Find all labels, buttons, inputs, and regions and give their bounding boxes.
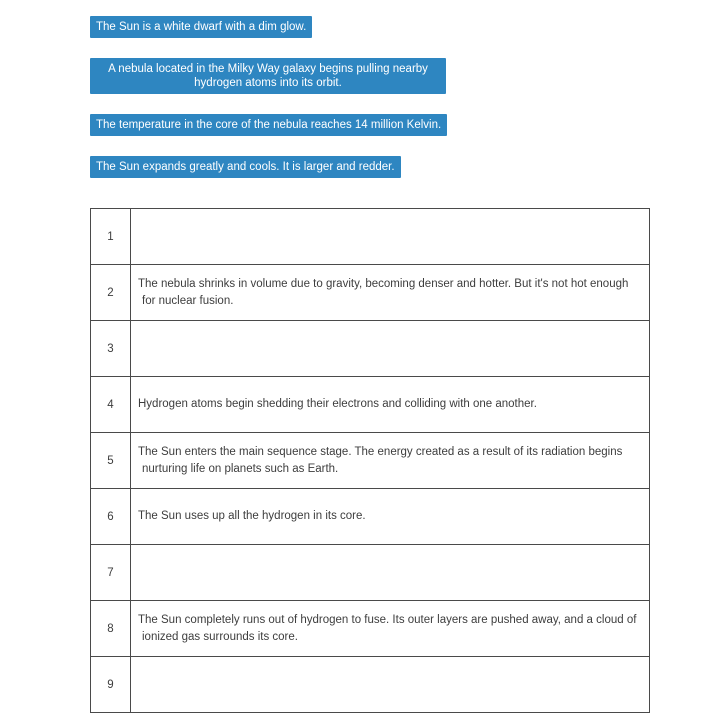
table-row	[91, 657, 650, 713]
table-row	[91, 433, 650, 489]
row-number: 1	[91, 209, 131, 265]
row-drop-cell[interactable]: The Sun enters the main sequence stage. The energy created as a result of its radiation begins nurturing life on planets such as Earth.	[131, 433, 650, 489]
drag-chip-white-dwarf[interactable]: The Sun is a white dwarf with a dim glow.	[90, 16, 312, 38]
row-drop-cell[interactable]: The Sun uses up all the hydrogen in its core.	[131, 489, 650, 545]
row-drop-cell[interactable]	[131, 657, 650, 713]
row-number: 6	[91, 489, 131, 545]
row-number: 7	[91, 545, 131, 601]
row-drop-cell[interactable]: The Sun completely runs out of hydrogen to fuse. Its outer layers are pushed away, and a cloud of ionized gas surrounds its core.	[131, 601, 650, 657]
row-drop-cell[interactable]: The nebula shrinks in volume due to gravity, becoming denser and hotter. But it's not hot enough for nuclear fusion.	[131, 265, 650, 321]
table-row	[91, 321, 650, 377]
row-number: 5	[91, 433, 131, 489]
table-row	[91, 601, 650, 657]
row-drop-cell[interactable]	[131, 545, 650, 601]
row-number: 2	[91, 265, 131, 321]
table-row	[91, 265, 650, 321]
draggable-chip-bank	[90, 16, 719, 178]
table-row	[91, 489, 650, 545]
row-number: 3	[91, 321, 131, 377]
drag-chip-sun-expands[interactable]: The Sun expands greatly and cools. It is larger and redder.	[90, 156, 401, 178]
table-row	[91, 377, 650, 433]
table-row	[91, 209, 650, 265]
row-drop-cell[interactable]: Hydrogen atoms begin shedding their electrons and colliding with one another.	[131, 377, 650, 433]
table-row	[91, 545, 650, 601]
drag-chip-core-temperature[interactable]: The temperature in the core of the nebula reaches 14 million Kelvin.	[90, 114, 447, 136]
row-drop-cell[interactable]	[131, 321, 650, 377]
row-drop-cell[interactable]	[131, 209, 650, 265]
row-number: 8	[91, 601, 131, 657]
row-number: 9	[91, 657, 131, 713]
drag-chip-nebula-forms[interactable]: A nebula located in the Milky Way galaxy begins pulling nearby hydrogen atoms into its orbit.	[90, 58, 446, 94]
sequence-table	[90, 208, 650, 713]
row-number: 4	[91, 377, 131, 433]
